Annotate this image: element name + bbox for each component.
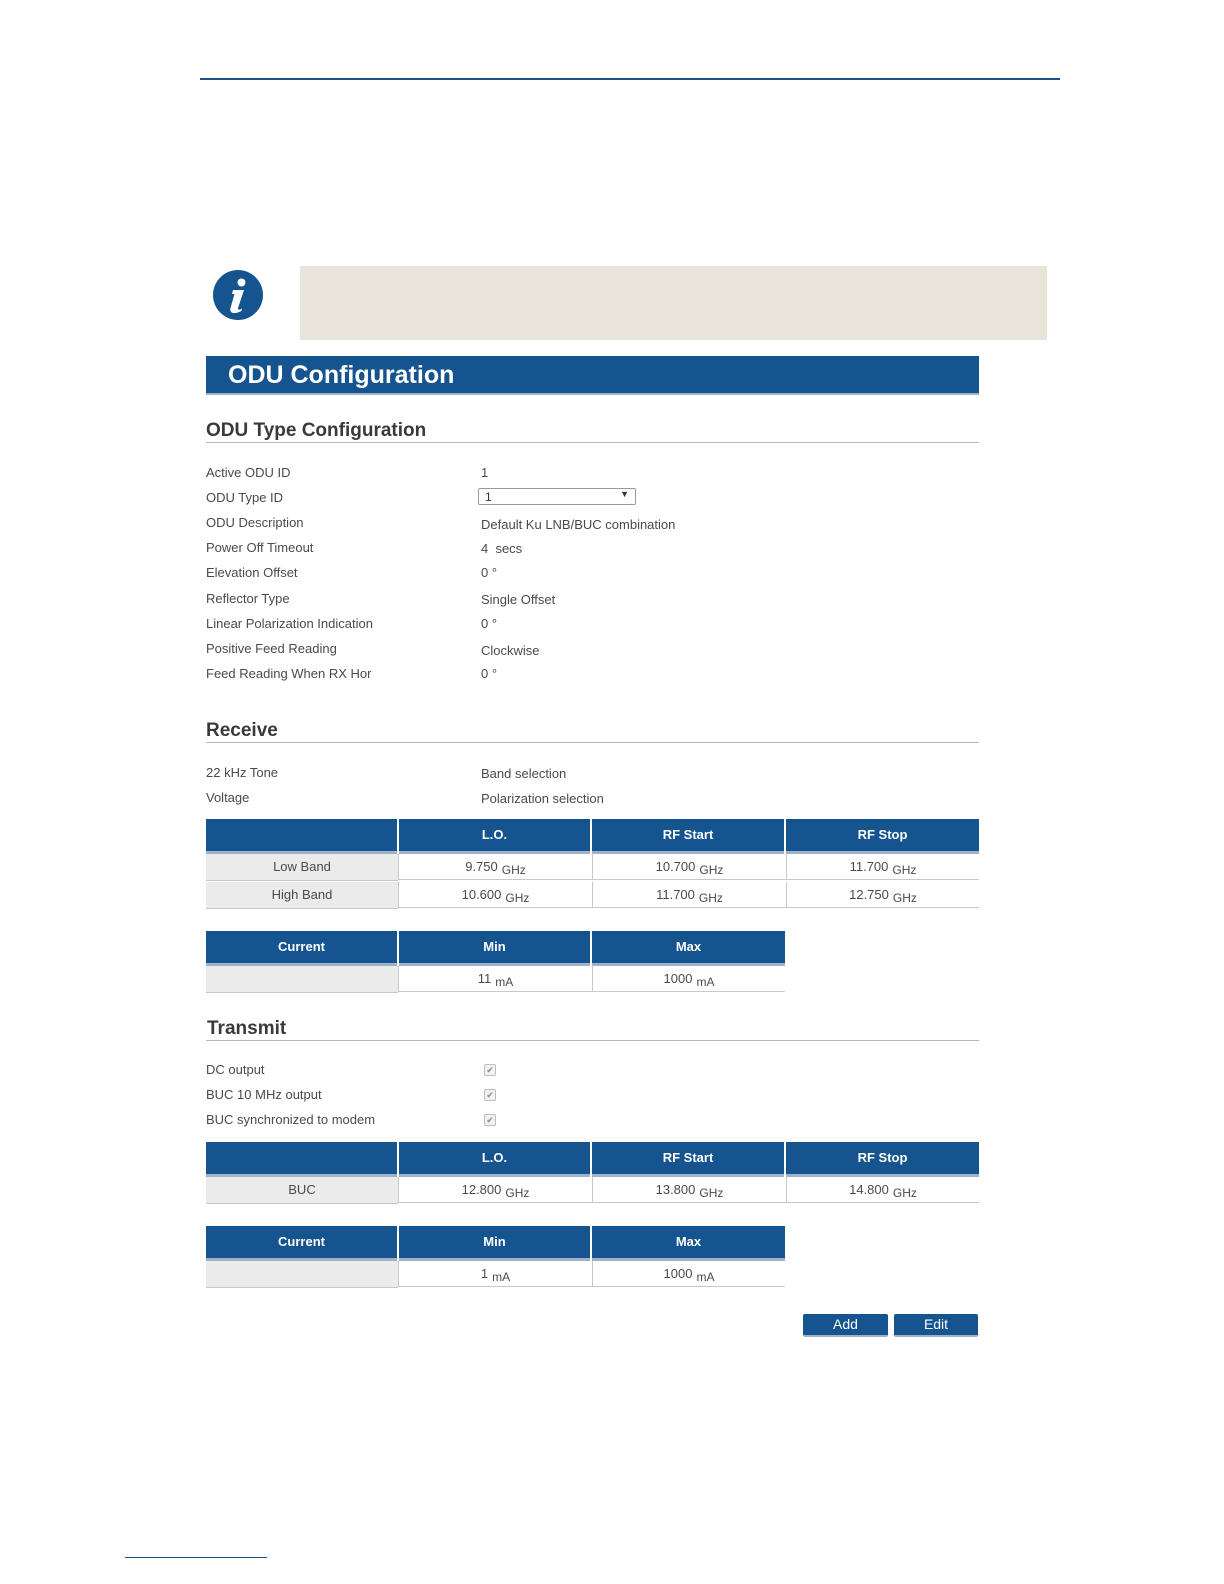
table-header-min: Min [399,1226,590,1261]
table-header-current: Current [206,1226,397,1261]
field-value-voltage: Polarization selection [481,791,604,806]
cell-unit: GHz [892,863,917,877]
table-row-label-buc: BUC [206,1177,398,1204]
table-cell [786,1177,979,1203]
section-title-odu-type: ODU Type Configuration [206,420,427,441]
cell-value: 11.700 [656,887,695,902]
field-label-power-off-timeout: Power Off Timeout [206,540,314,555]
cell-value: 10.600 [461,887,502,902]
table-row-label-low-band: Low Band [206,854,398,881]
table-cell [592,854,786,880]
cell-value: 13.800 [655,1182,696,1197]
field-value-22khz-tone: Band selection [481,766,567,781]
table-header-max: Max [592,1226,785,1261]
cell-value: 1000 [663,971,693,986]
add-button[interactable]: Add [803,1314,888,1337]
check-label-buc-sync: BUC synchronized to modem [206,1112,376,1127]
table-cell [398,854,592,880]
table-cell [398,882,592,908]
cell-unit: mA [495,975,514,989]
cell-unit: GHz [699,863,724,877]
table-header-current: Current [206,931,397,966]
cell-value: 14.800 [849,1182,889,1197]
field-value-reflector-type: Single Offset [481,592,556,607]
table-header-max: Max [592,931,785,966]
top-rule [200,78,1060,80]
table-cell [398,1261,592,1287]
cell-unit: GHz [892,1186,917,1200]
section-divider [206,742,979,743]
cell-unit: GHz [698,891,723,905]
cell-unit: GHz [505,891,530,905]
field-label-positive-feed-reading: Positive Feed Reading [206,641,337,656]
cell-value: 12.750 [849,887,889,902]
field-label-22khz-tone: 22 kHz Tone [206,765,279,780]
table-header-rf-start: RF Start [592,819,784,854]
table-header-lo: L.O. [399,819,590,854]
table-cell [786,882,979,908]
odu-type-select-value: 1 [485,490,492,504]
table-row-label-empty [206,966,398,993]
field-label-reflector-type: Reflector Type [206,591,290,606]
cell-value: 1000 [663,1266,693,1281]
field-label-voltage: Voltage [206,790,250,805]
table-cell [398,966,592,992]
cell-value: 11.700 [849,859,889,874]
dc-output-checkbox[interactable]: ✔ [484,1064,496,1076]
field-value-power-off-timeout: 4 secs [481,541,523,556]
table-cell [398,1177,592,1203]
field-label-active-odu-id: Active ODU ID [206,465,291,480]
field-value-elevation-offset: 0 ° [481,565,498,580]
field-label-feed-reading-rx-hor: Feed Reading When RX Hor [206,666,372,681]
footer-rule [125,1557,267,1558]
field-label-odu-type-id: ODU Type ID [206,490,284,505]
section-title-transmit: Transmit [207,1018,287,1039]
table-header-rf-stop: RF Stop [786,819,979,854]
field-value-positive-feed-reading: Clockwise [481,643,540,658]
cell-value: 10.700 [655,859,696,874]
check-label-buc-10mhz: BUC 10 MHz output [206,1087,322,1102]
table-header-min: Min [399,931,590,966]
table-row-label-empty [206,1261,398,1288]
chevron-down-icon: ▼ [620,489,629,499]
info-icon [213,270,263,320]
cell-unit: GHz [501,863,526,877]
table-header-rf-start: RF Start [592,1142,784,1177]
cell-unit: mA [696,975,715,989]
buc-10mhz-checkbox[interactable]: ✔ [484,1089,496,1101]
cell-unit: GHz [699,1186,724,1200]
cell-unit: mA [696,1270,715,1284]
section-divider [206,1040,979,1041]
field-value-active-odu-id: 1 [481,465,489,480]
cell-unit: GHz [892,891,917,905]
field-label-linear-polarization: Linear Polarization Indication [206,616,373,631]
section-title-receive: Receive [206,720,278,741]
note-box [300,266,1047,340]
table-cell [592,966,785,992]
table-header-empty [206,1142,397,1177]
field-value-feed-reading-rx-hor: 0 ° [481,666,498,681]
check-label-dc-output: DC output [206,1062,265,1077]
buc-sync-checkbox[interactable]: ✔ [484,1114,496,1126]
cell-value: 11 [477,971,492,986]
table-header-lo: L.O. [399,1142,590,1177]
odu-type-select[interactable] [478,488,636,505]
field-value-odu-description: Default Ku LNB/BUC combination [481,517,676,532]
section-divider [206,442,979,443]
table-row-label-high-band: High Band [206,882,398,909]
cell-value: 9.750 [465,859,498,874]
table-cell [592,1177,786,1203]
table-header-empty [206,819,397,854]
field-label-elevation-offset: Elevation Offset [206,565,298,580]
table-header-rf-stop: RF Stop [786,1142,979,1177]
cell-value: 12.800 [461,1182,502,1197]
field-label-odu-description: ODU Description [206,515,304,530]
cell-unit: GHz [505,1186,530,1200]
table-cell [786,854,979,880]
cell-unit: mA [492,1270,511,1284]
table-cell [592,882,786,908]
page-title: ODU Configuration [228,361,455,389]
table-cell [592,1261,785,1287]
cell-value: 1 [480,1266,489,1281]
field-value-linear-polarization: 0 ° [481,616,498,631]
edit-button[interactable]: Edit [894,1314,978,1337]
